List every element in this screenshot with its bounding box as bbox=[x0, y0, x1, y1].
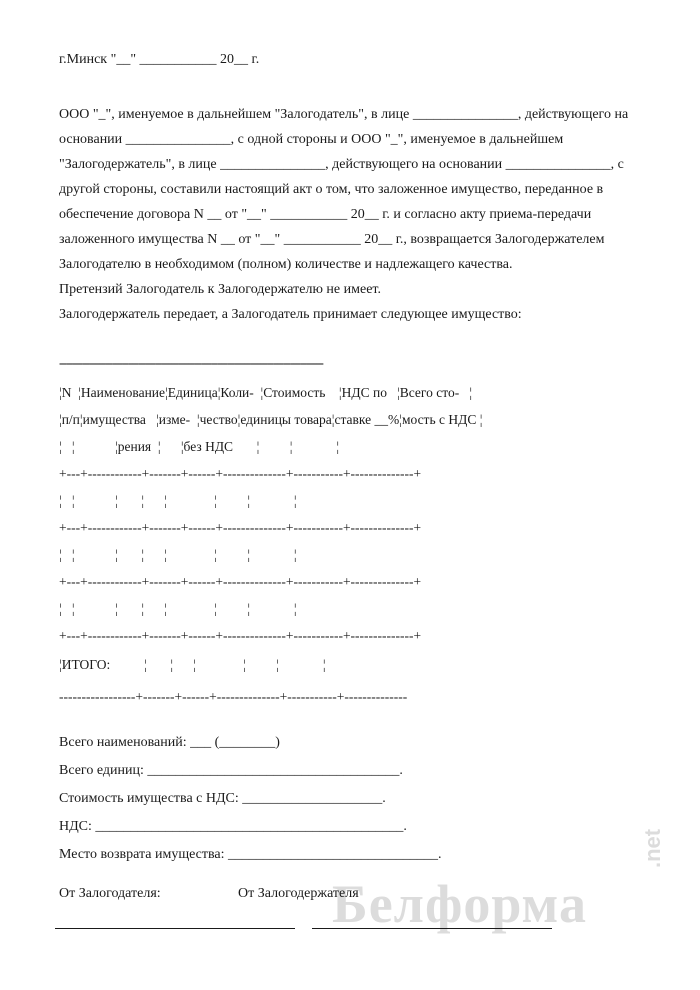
table-header-row: ¦N ¦Наименование¦Единица¦Коли- ¦Стоимость ¦НДС по ¦Всего сто- ¦ bbox=[59, 385, 473, 400]
place-date-line: г.Минск "__" ___________ 20__ г. bbox=[59, 52, 260, 67]
pledgor-signature-line bbox=[55, 928, 295, 929]
table-header-row: ¦п/п¦имущества ¦изме- ¦чество¦единицы товара¦ставке __%¦мость с НДС ¦ bbox=[59, 412, 483, 427]
body-line: заложенного имущества N __ от "__" ___________ 20__ г., возвращается Залогодержателем bbox=[59, 232, 605, 247]
units-count-line: Всего единиц: ____________________________________. bbox=[59, 763, 403, 778]
body-line: Залогодателю в необходимом (полном) количестве и надлежащего качества. bbox=[59, 257, 513, 272]
value-with-vat-line: Стоимость имущества с НДС: ____________________. bbox=[59, 791, 386, 806]
table-row: ¦ ¦ ¦ ¦ ¦ ¦ ¦ ¦ bbox=[59, 547, 297, 562]
table-separator: +---+------------+-------+------+--------------+-----------+--------------+ bbox=[59, 574, 422, 589]
body-line: "Залогодержатель", в лице _______________, действующего на основании _______________, с bbox=[59, 157, 624, 172]
no-claims-statement: Претензий Залогодатель к Залогодержателю не имеет. bbox=[59, 282, 381, 297]
return-place-line: Место возврата имущества: ______________________________. bbox=[59, 847, 442, 862]
table-bottom-rule: -----------------+-------+------+--------------+-----------+-------------- bbox=[59, 689, 408, 704]
watermark-domain: .net bbox=[640, 828, 665, 868]
body-line: другой стороны, составили настоящий акт о том, что заложенное имущество, переданное в bbox=[59, 182, 604, 197]
table-separator: +---+------------+-------+------+--------------+-----------+--------------+ bbox=[59, 520, 422, 535]
transfer-intro: Залогодержатель передает, а Залогодатель принимает следующее имущество: bbox=[59, 307, 522, 322]
table-header-row: ¦ ¦ ¦рения ¦ ¦без НДС ¦ ¦ ¦ bbox=[59, 439, 340, 454]
body-line: обеспечение договора N __ от "__" ___________ 20__ г. и согласно акту приема-передачи bbox=[59, 207, 592, 222]
vat-line: НДС: ____________________________________________. bbox=[59, 819, 407, 834]
table-total-row: ¦ИТОГО: ¦ ¦ ¦ ¦ ¦ ¦ bbox=[59, 657, 326, 672]
table-row: ¦ ¦ ¦ ¦ ¦ ¦ ¦ ¦ bbox=[59, 493, 297, 508]
body-line: основании _______________, с одной стороны и ООО "_", именуемое в дальнейшем bbox=[59, 132, 564, 147]
table-top-rule: -------------------------------------------------------------------------------- bbox=[59, 355, 323, 370]
table-separator: +---+------------+-------+------+--------------+-----------+--------------+ bbox=[59, 628, 422, 643]
items-count-line: Всего наименований: ___ (________) bbox=[59, 735, 280, 750]
pledgee-signature-label: От Залогодержателя bbox=[238, 886, 359, 901]
table-separator: +---+------------+-------+------+--------------+-----------+--------------+ bbox=[59, 466, 422, 481]
pledgor-signature-label: От Залогодателя: bbox=[59, 886, 161, 901]
body-line: ООО "_", именуемое в дальнейшем "Залогодатель", в лице _______________, действующего на bbox=[59, 107, 629, 122]
watermark-text: Белформа bbox=[332, 874, 587, 934]
table-row: ¦ ¦ ¦ ¦ ¦ ¦ ¦ ¦ bbox=[59, 601, 297, 616]
pledgee-signature-line bbox=[312, 928, 552, 929]
